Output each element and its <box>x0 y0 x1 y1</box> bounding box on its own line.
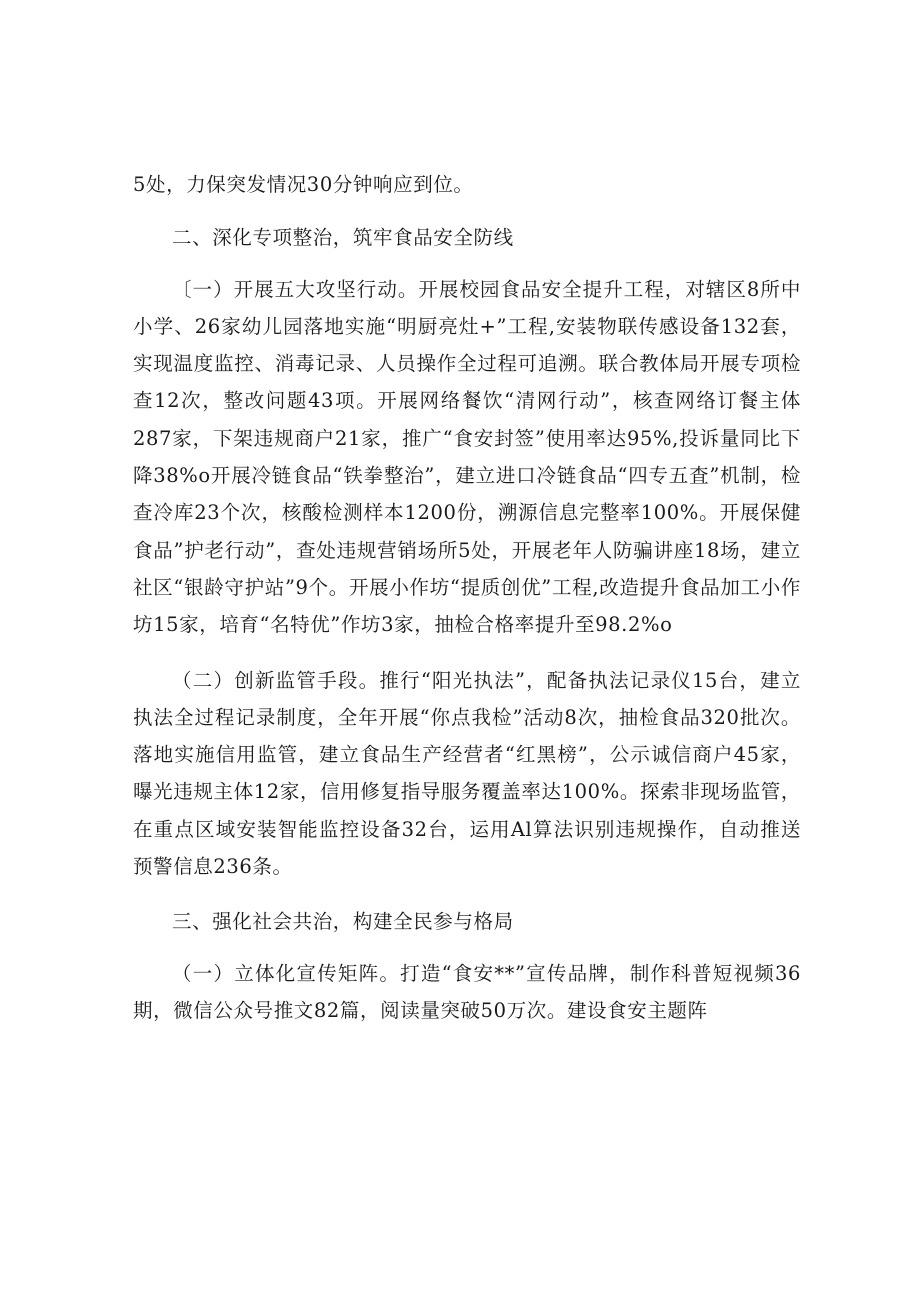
document-body <box>133 166 801 1029</box>
section-heading-3: 三、强化社会共治，构建全民参与格局 <box>172 910 514 934</box>
section-heading-2: 二、深化专项整治，筑牢食品安全防线 <box>172 226 514 250</box>
paragraph-continuation: 5处，力保突发情况30分钟响应到位。 <box>133 173 474 196</box>
paragraph-supervision-methods: （二）创新监管手段。推行“阳光执法”，配备执法记录仪15台，建立执法全过程记录制度，全年开展“你点我检”活动8次，抽检食品320批次。落地实施信用监管，建立食品生产经营者“红黑榜”，公示诚信商户45家，曝光违规主体12家，信用修复指导服务覆盖率达100%。探索非现场监管，在重点区域安装智能监控设备32台，运用Al算法识别违规操作，自动推送预警信息236条。 <box>133 668 801 879</box>
paragraph-publicity-matrix: （一）立体化宣传矩阵。打造“食安**”宣传品牌，制作科普短视频36期，微信公众号推文82篇，阅读量突破50万次。建设食安主题阵 <box>133 961 801 1022</box>
paragraph-five-campaigns: 〔一）开展五大攻坚行动。开展校园食品安全提升工程，对辖区8所中小学、26家幼儿园落地实施“明厨亮灶+”工程,安装物联传感设备132套，实现温度监控、消毒记录、人员操作全过程可追溯。联合教体局开展专项检查12次，整改问题43项。开展网络餐饮“清网行动”，核查网络订餐主体287家，下架违规商户21家，推广“食安封签”使用率达95%,投诉量同比下降38%o开展冷链食品“铁拳整治”，建立进口冷链食品“四专五査”机制，检查冷库23个次，核酸检测样本1200份，溯源信息完整率100%。开展保健食品”护老行动”，查处违规营销场所5处，开展老年人防骗讲座18场，建立社区“银龄守护站”9个。开展小作坊“提质创优”工程,改造提升食品加工小作坊15家，培育“名特优”作坊3家，抽检合格率提升至98.2%o <box>133 277 801 637</box>
